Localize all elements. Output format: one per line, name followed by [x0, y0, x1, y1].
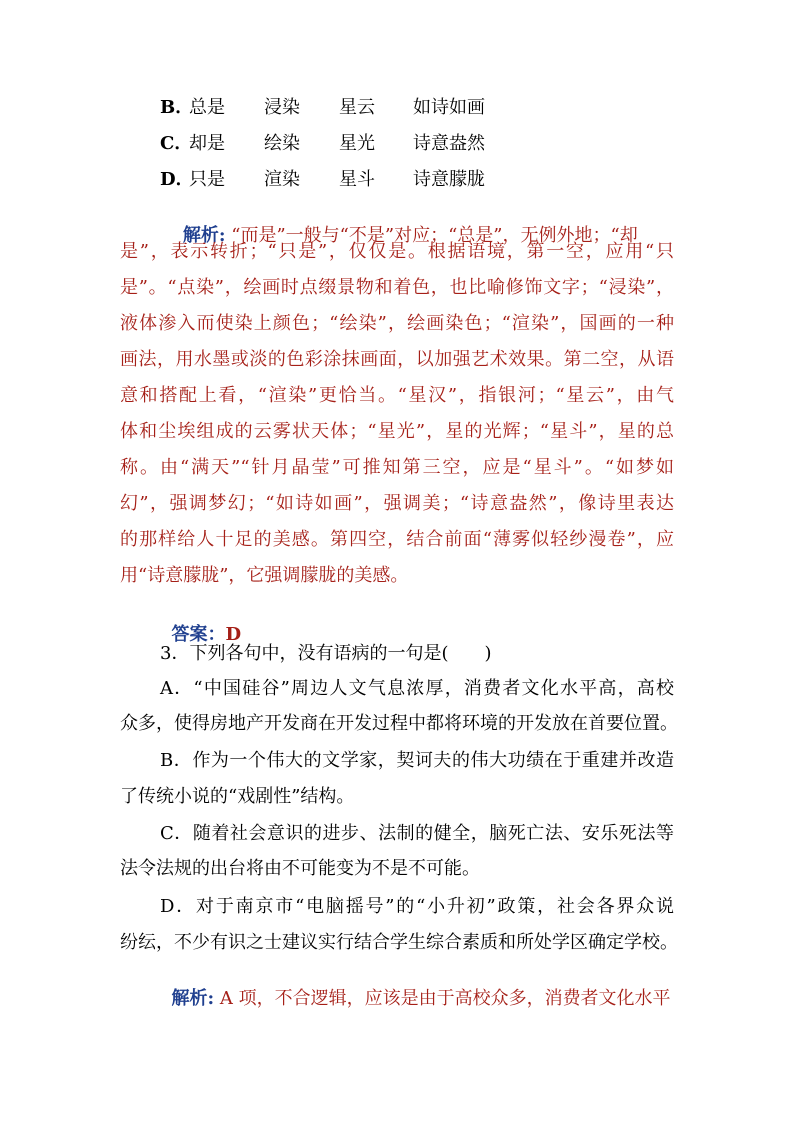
option-word: 绘染	[264, 133, 300, 154]
question-option-line: 了传统小说的“戏剧性”结构。	[120, 786, 355, 807]
question-option-line: 众多，使得房地产开发商在开发过程中都将环境的开发放在首要位置。	[120, 713, 678, 734]
analysis-line: 的那样给人十足的美感。第四空，结合前面“薄雾似轻纱漫卷”，应	[120, 529, 674, 550]
answer-colon: ：	[207, 624, 226, 645]
analysis-colon: :	[218, 225, 226, 246]
analysis-text: A 项，不合逻辑，应该是由于高校众多，消费者文化水平	[219, 988, 671, 1009]
option-label: D．	[160, 169, 194, 190]
option-word: 星云	[339, 97, 375, 118]
analysis-line: 画法，用水墨或淡的色彩涂抹画面，以加强艺术效果。第二空，从语	[120, 349, 674, 370]
analysis-tag: 解析	[171, 988, 208, 1009]
analysis-colon: :	[207, 988, 215, 1009]
question-option-line: D．对于南京市“电脑摇号”的“小升初”政策，社会各界众说	[160, 896, 674, 917]
analysis-tag: 解析	[182, 225, 219, 246]
answer-line	[160, 605, 241, 645]
question-option-line: 纷纭，不少有识之士建议实行结合学生综合素质和所处学区确定学校。	[120, 932, 678, 953]
analysis-line: 幻”，强调梦幻；“如诗如画”，强调美；“诗意盎然”，像诗里表达	[120, 493, 674, 514]
option-word: 星斗	[339, 169, 375, 190]
analysis-line: 是”。“点染”，绘画时点缀景物和着色，也比喻修饰文字；“浸染”，	[120, 277, 674, 298]
question-option-line: 法令法规的出台将由不可能变为不是不可能。	[120, 858, 480, 879]
option-word: 如诗如画	[413, 97, 485, 118]
answer-tag: 答案	[171, 624, 208, 645]
option-word: 浸染	[264, 97, 300, 118]
question-stem: 3．下列各句中，没有语病的一句是( )	[160, 643, 492, 664]
question-option-line: B．作为一个伟大的文学家，契诃夫的伟大功绩在于重建并改造	[160, 750, 674, 771]
analysis-line: 用“诗意朦胧”，它强调朦胧的美感。	[120, 565, 409, 586]
analysis-text: “而是”一般与“不是”对应；“总是”，无例外地；“却	[231, 225, 638, 246]
option-word: 总是	[189, 97, 225, 118]
option-word: 只是	[189, 169, 225, 190]
analysis-line: 液体渗入而使染上颜色；“绘染”，绘画染色；“渲染”，国画的一种	[120, 313, 674, 334]
question-option-line: C．随着社会意识的进步、法制的健全，脑死亡法、安乐死法等	[160, 823, 674, 844]
option-word: 却是	[189, 133, 225, 154]
analysis-2-line	[160, 969, 674, 1009]
analysis-line: 意和搭配上看，“渲染”更恰当。“星汉”，指银河；“星云”，由气	[120, 385, 674, 406]
analysis-line: 称。由“满天”“针月晶莹”可推知第三空，应是“星斗”。“如梦如	[120, 457, 674, 478]
answer-value: D	[225, 624, 242, 645]
option-word: 星光	[339, 133, 375, 154]
option-word: 诗意盎然	[413, 133, 485, 154]
question-option-line: A．“中国硅谷”周边人文气息浓厚，消费者文化水平高，高校	[160, 678, 674, 699]
option-label: C．	[160, 133, 193, 154]
analysis-line: 是”，表示转折；“只是”，仅仅是。根据语境，第一空，应用“只	[120, 241, 674, 262]
option-word: 诗意朦胧	[413, 169, 485, 190]
option-label: B．	[160, 97, 194, 118]
option-word: 渲染	[264, 169, 300, 190]
analysis-line: 体和尘埃组成的云雾状天体；“星光”，星的光辉；“星斗”，星的总	[120, 421, 674, 442]
